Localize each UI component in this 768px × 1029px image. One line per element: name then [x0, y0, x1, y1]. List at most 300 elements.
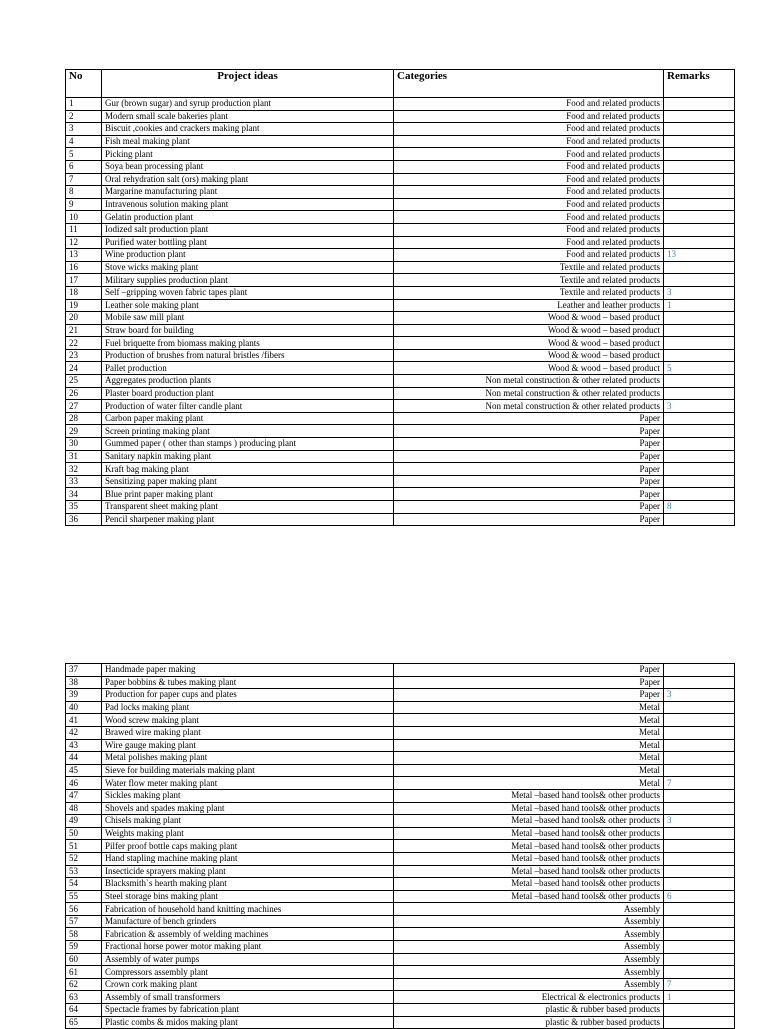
project-idea-cell: Sensitizing paper making plant	[102, 475, 394, 488]
remarks-cell	[664, 752, 735, 765]
category-cell: Paper	[394, 501, 664, 514]
category-cell: Paper	[394, 676, 664, 689]
category-cell: Assembly	[394, 928, 664, 941]
remarks-cell	[664, 714, 735, 727]
project-idea-cell: Screen printing making plant	[102, 425, 394, 438]
remarks-cell	[664, 387, 735, 400]
table-row	[66, 752, 735, 765]
table-row	[66, 123, 735, 136]
table-row	[66, 840, 735, 853]
project-idea-cell: Fabrication of household hand knitting machines	[102, 903, 394, 916]
remarks-cell: 7	[664, 978, 735, 991]
category-cell: Leather and leather products	[394, 299, 664, 312]
row-number-cell: 47	[66, 789, 102, 802]
row-number-cell: 65	[66, 1016, 102, 1029]
row-number-cell: 52	[66, 852, 102, 865]
category-cell: Metal	[394, 739, 664, 752]
table-row	[66, 815, 735, 828]
category-cell: Food and related products	[394, 123, 664, 136]
category-cell: Metal –based hand tools& other products	[394, 878, 664, 891]
table-row	[66, 375, 735, 388]
row-number-cell: 38	[66, 676, 102, 689]
category-cell: Assembly	[394, 966, 664, 979]
remarks-cell	[664, 941, 735, 954]
remarks-cell	[664, 802, 735, 815]
row-number-cell: 6	[66, 160, 102, 173]
project-idea-cell: Mobile saw mill plant	[102, 312, 394, 325]
table-row	[66, 475, 735, 488]
project-idea-cell: Modern small scale bakeries plant	[102, 110, 394, 123]
category-cell: Food and related products	[394, 236, 664, 249]
row-number-cell: 55	[66, 890, 102, 903]
category-cell: Wood & wood – based product	[394, 349, 664, 362]
remarks-cell	[664, 789, 735, 802]
table-row	[66, 966, 735, 979]
category-cell: Paper	[394, 488, 664, 501]
table-row	[66, 211, 735, 224]
project-idea-cell: Stove wicks making plant	[102, 261, 394, 274]
row-number-cell: 58	[66, 928, 102, 941]
project-idea-cell: Gummed paper ( other than stamps ) producing plant	[102, 438, 394, 451]
project-idea-cell: Straw board for building	[102, 324, 394, 337]
project-idea-cell: Oral rehydration salt (ors) making plant	[102, 173, 394, 186]
remarks-cell	[664, 878, 735, 891]
row-number-cell: 21	[66, 324, 102, 337]
table-row	[66, 337, 735, 350]
row-number-cell: 57	[66, 915, 102, 928]
table-row	[66, 186, 735, 199]
project-table-1	[65, 69, 735, 526]
project-idea-cell: Production for paper cups and plates	[102, 689, 394, 702]
project-idea-cell: Military supplies production plant	[102, 274, 394, 287]
project-idea-cell: Wood screw making plant	[102, 714, 394, 727]
project-idea-cell: Blue print paper making plant	[102, 488, 394, 501]
remarks-cell	[664, 966, 735, 979]
remarks-cell	[664, 337, 735, 350]
category-cell: Assembly	[394, 903, 664, 916]
category-cell: Food and related products	[394, 173, 664, 186]
row-number-cell: 9	[66, 198, 102, 211]
row-number-cell: 17	[66, 274, 102, 287]
row-number-cell: 39	[66, 689, 102, 702]
remarks-cell	[664, 953, 735, 966]
table-row	[66, 286, 735, 299]
row-number-cell: 63	[66, 991, 102, 1004]
remarks-cell	[664, 274, 735, 287]
category-cell: Textile and related products	[394, 274, 664, 287]
project-idea-cell: Steel storage bins making plant	[102, 890, 394, 903]
category-cell: Metal	[394, 726, 664, 739]
remarks-cell	[664, 928, 735, 941]
category-cell: Metal –based hand tools& other products	[394, 789, 664, 802]
remarks-cell	[664, 135, 735, 148]
project-idea-cell: Plastic combs & midos making plant	[102, 1016, 394, 1029]
remarks-cell	[664, 198, 735, 211]
table-row	[66, 236, 735, 249]
row-number-cell: 54	[66, 878, 102, 891]
table-row	[66, 903, 735, 916]
remarks-cell	[664, 186, 735, 199]
table-row	[66, 1016, 735, 1029]
remarks-cell	[664, 261, 735, 274]
table-row	[66, 198, 735, 211]
table-row	[66, 890, 735, 903]
category-cell: Paper	[394, 438, 664, 451]
row-number-cell: 30	[66, 438, 102, 451]
project-idea-cell: Sieve for building materials making plant	[102, 764, 394, 777]
project-idea-cell: Soya bean processing plant	[102, 160, 394, 173]
row-number-cell: 42	[66, 726, 102, 739]
category-cell: Wood & wood – based product	[394, 312, 664, 325]
remarks-cell: 13	[664, 249, 735, 262]
remarks-cell: 3	[664, 286, 735, 299]
row-number-cell: 46	[66, 777, 102, 790]
table-row	[66, 726, 735, 739]
header-remarks: Remarks	[664, 70, 735, 98]
category-cell: Food and related products	[394, 186, 664, 199]
table-row	[66, 463, 735, 476]
project-idea-cell: Gelatin production plant	[102, 211, 394, 224]
project-idea-cell: Water flow meter making plant	[102, 777, 394, 790]
row-number-cell: 34	[66, 488, 102, 501]
row-number-cell: 28	[66, 412, 102, 425]
category-cell: Wood & wood – based product	[394, 337, 664, 350]
category-cell: Metal	[394, 777, 664, 790]
project-idea-cell: Transparent sheet making plant	[102, 501, 394, 514]
category-cell: plastic & rubber based products	[394, 1016, 664, 1029]
category-cell: Metal –based hand tools& other products	[394, 865, 664, 878]
table-row	[66, 953, 735, 966]
table-row	[66, 400, 735, 413]
remarks-cell: 1	[664, 299, 735, 312]
row-number-cell: 37	[66, 664, 102, 677]
table-row	[66, 362, 735, 375]
table-row	[66, 676, 735, 689]
table-row	[66, 223, 735, 236]
remarks-cell	[664, 375, 735, 388]
remarks-cell	[664, 1016, 735, 1029]
table-row	[66, 148, 735, 161]
table-row	[66, 450, 735, 463]
remarks-cell	[664, 488, 735, 501]
category-cell: Food and related products	[394, 160, 664, 173]
table-row	[66, 387, 735, 400]
category-cell: Food and related products	[394, 110, 664, 123]
project-idea-cell: Kraft bag making plant	[102, 463, 394, 476]
project-idea-cell: Iodized salt production plant	[102, 223, 394, 236]
row-number-cell: 43	[66, 739, 102, 752]
project-idea-cell: Leather sole making plant	[102, 299, 394, 312]
category-cell: Paper	[394, 412, 664, 425]
row-number-cell: 45	[66, 764, 102, 777]
row-number-cell: 59	[66, 941, 102, 954]
row-number-cell: 24	[66, 362, 102, 375]
remarks-cell: 1	[664, 991, 735, 1004]
project-idea-cell: Plaster board production plant	[102, 387, 394, 400]
project-idea-cell: Fabrication & assembly of welding machines	[102, 928, 394, 941]
remarks-cell	[664, 438, 735, 451]
table-row	[66, 827, 735, 840]
remarks-cell: 3	[664, 815, 735, 828]
row-number-cell: 5	[66, 148, 102, 161]
row-number-cell: 13	[66, 249, 102, 262]
table-body-2	[66, 664, 735, 1029]
project-idea-cell: Biscuit ,cookies and crackers making plant	[102, 123, 394, 136]
project-idea-cell: Weights making plant	[102, 827, 394, 840]
category-cell: Paper	[394, 513, 664, 526]
remarks-cell	[664, 148, 735, 161]
row-number-cell: 51	[66, 840, 102, 853]
row-number-cell: 11	[66, 223, 102, 236]
row-number-cell: 31	[66, 450, 102, 463]
row-number-cell: 62	[66, 978, 102, 991]
remarks-cell: 6	[664, 890, 735, 903]
table-row	[66, 739, 735, 752]
table-row	[66, 312, 735, 325]
project-idea-cell: Chisels making plant	[102, 815, 394, 828]
category-cell: Paper	[394, 450, 664, 463]
row-number-cell: 35	[66, 501, 102, 514]
table-row	[66, 664, 735, 677]
row-number-cell: 23	[66, 349, 102, 362]
remarks-cell	[664, 123, 735, 136]
category-cell: Paper	[394, 664, 664, 677]
project-table-2	[65, 663, 735, 1029]
row-number-cell: 4	[66, 135, 102, 148]
table-row	[66, 865, 735, 878]
category-cell: Textile and related products	[394, 286, 664, 299]
row-number-cell: 48	[66, 802, 102, 815]
remarks-cell	[664, 701, 735, 714]
project-idea-cell: Spectacle frames by fabrication plant	[102, 1004, 394, 1017]
table-row	[66, 852, 735, 865]
table-row	[66, 160, 735, 173]
row-number-cell: 8	[66, 186, 102, 199]
remarks-cell	[664, 676, 735, 689]
category-cell: Electrical & electronics products	[394, 991, 664, 1004]
category-cell: Metal	[394, 752, 664, 765]
row-number-cell: 12	[66, 236, 102, 249]
row-number-cell: 64	[66, 1004, 102, 1017]
category-cell: Metal –based hand tools& other products	[394, 890, 664, 903]
table-row	[66, 110, 735, 123]
project-idea-cell: Aggregates production plants	[102, 375, 394, 388]
table-header-row	[66, 70, 735, 98]
table-row	[66, 941, 735, 954]
remarks-cell: 8	[664, 501, 735, 514]
remarks-cell	[664, 312, 735, 325]
row-number-cell: 26	[66, 387, 102, 400]
table-row	[66, 412, 735, 425]
table-row	[66, 978, 735, 991]
category-cell: Metal –based hand tools& other products	[394, 827, 664, 840]
project-idea-cell: Manufacture of bench grinders	[102, 915, 394, 928]
category-cell: Wood & wood – based product	[394, 324, 664, 337]
project-idea-cell: Insecticide sprayers making plant	[102, 865, 394, 878]
project-idea-cell: Production of water filter candle plant	[102, 400, 394, 413]
header-project-ideas: Project ideas	[102, 70, 394, 98]
table-row	[66, 689, 735, 702]
project-idea-cell: Purified water bottling plant	[102, 236, 394, 249]
remarks-cell: 5	[664, 362, 735, 375]
project-idea-cell: Metal polishes making plant	[102, 752, 394, 765]
remarks-cell	[664, 739, 735, 752]
table-row	[66, 438, 735, 451]
remarks-cell	[664, 475, 735, 488]
remarks-cell: 7	[664, 777, 735, 790]
row-number-cell: 7	[66, 173, 102, 186]
category-cell: Metal	[394, 714, 664, 727]
header-no: No	[66, 70, 102, 98]
remarks-cell	[664, 98, 735, 111]
table-row	[66, 789, 735, 802]
category-cell: Food and related products	[394, 211, 664, 224]
table-row	[66, 714, 735, 727]
table-row	[66, 991, 735, 1004]
table-row	[66, 915, 735, 928]
category-cell: Assembly	[394, 915, 664, 928]
table-row	[66, 1004, 735, 1017]
remarks-cell: 3	[664, 689, 735, 702]
row-number-cell: 1	[66, 98, 102, 111]
category-cell: Paper	[394, 463, 664, 476]
table-row	[66, 425, 735, 438]
row-number-cell: 44	[66, 752, 102, 765]
category-cell: Metal	[394, 764, 664, 777]
category-cell: Metal –based hand tools& other products	[394, 802, 664, 815]
row-number-cell: 18	[66, 286, 102, 299]
category-cell: Paper	[394, 425, 664, 438]
project-idea-cell: Crown cork making plant	[102, 978, 394, 991]
row-number-cell: 29	[66, 425, 102, 438]
table-row	[66, 349, 735, 362]
remarks-cell	[664, 110, 735, 123]
project-idea-cell: Assembly of water pumps	[102, 953, 394, 966]
project-idea-cell: Blacksmith`s hearth making plant	[102, 878, 394, 891]
category-cell: Food and related products	[394, 148, 664, 161]
category-cell: plastic & rubber based products	[394, 1004, 664, 1017]
table-row	[66, 261, 735, 274]
row-number-cell: 36	[66, 513, 102, 526]
row-number-cell: 33	[66, 475, 102, 488]
row-number-cell: 20	[66, 312, 102, 325]
row-number-cell: 32	[66, 463, 102, 476]
table-row	[66, 324, 735, 337]
row-number-cell: 50	[66, 827, 102, 840]
category-cell: Textile and related products	[394, 261, 664, 274]
remarks-cell	[664, 852, 735, 865]
remarks-cell	[664, 160, 735, 173]
remarks-cell	[664, 726, 735, 739]
table-row	[66, 299, 735, 312]
row-number-cell: 61	[66, 966, 102, 979]
table-row	[66, 135, 735, 148]
remarks-cell	[664, 1004, 735, 1017]
row-number-cell: 40	[66, 701, 102, 714]
row-number-cell: 16	[66, 261, 102, 274]
row-number-cell: 3	[66, 123, 102, 136]
remarks-cell	[664, 223, 735, 236]
project-idea-cell: Fish meal making plant	[102, 135, 394, 148]
project-idea-cell: Margarine manufacturing plant	[102, 186, 394, 199]
project-idea-cell: Sanitary napkin making plant	[102, 450, 394, 463]
category-cell: Paper	[394, 689, 664, 702]
row-number-cell: 27	[66, 400, 102, 413]
table-row	[66, 98, 735, 111]
project-idea-cell: Pilfer proof bottle caps making plant	[102, 840, 394, 853]
row-number-cell: 2	[66, 110, 102, 123]
row-number-cell: 60	[66, 953, 102, 966]
table-row	[66, 878, 735, 891]
row-number-cell: 22	[66, 337, 102, 350]
project-idea-cell: Gur (brown sugar) and syrup production plant	[102, 98, 394, 111]
remarks-cell	[664, 903, 735, 916]
table-row	[66, 249, 735, 262]
project-idea-cell: Self –gripping woven fabric tapes plant	[102, 286, 394, 299]
row-number-cell: 53	[66, 865, 102, 878]
category-cell: Food and related products	[394, 98, 664, 111]
remarks-cell	[664, 865, 735, 878]
category-cell: Non metal construction & other related products	[394, 400, 664, 413]
remarks-cell	[664, 324, 735, 337]
remarks-cell	[664, 463, 735, 476]
row-number-cell: 56	[66, 903, 102, 916]
table-row	[66, 513, 735, 526]
project-idea-cell: Fuel briquette from biomass making plants	[102, 337, 394, 350]
remarks-cell	[664, 764, 735, 777]
project-idea-cell: Handmade paper making	[102, 664, 394, 677]
project-idea-cell: Pencil sharpener making plant	[102, 513, 394, 526]
remarks-cell	[664, 412, 735, 425]
category-cell: Food and related products	[394, 198, 664, 211]
category-cell: Assembly	[394, 941, 664, 954]
row-number-cell: 49	[66, 815, 102, 828]
category-cell: Paper	[394, 475, 664, 488]
header-categories: Categories	[394, 70, 664, 98]
project-idea-cell: Intravenous solution making plant	[102, 198, 394, 211]
row-number-cell: 41	[66, 714, 102, 727]
remarks-cell	[664, 827, 735, 840]
category-cell: Food and related products	[394, 223, 664, 236]
remarks-cell	[664, 450, 735, 463]
remarks-cell	[664, 840, 735, 853]
row-number-cell: 19	[66, 299, 102, 312]
project-idea-cell: Pallet production	[102, 362, 394, 375]
row-number-cell: 10	[66, 211, 102, 224]
table-row	[66, 501, 735, 514]
project-idea-cell: Assembly of small transformers	[102, 991, 394, 1004]
project-idea-cell: Compressors assembly plant	[102, 966, 394, 979]
project-idea-cell: Wine production plant	[102, 249, 394, 262]
category-cell: Wood & wood – based product	[394, 362, 664, 375]
remarks-cell	[664, 236, 735, 249]
remarks-cell	[664, 513, 735, 526]
project-idea-cell: Paper bobbins & tubes making plant	[102, 676, 394, 689]
project-idea-cell: Production of brushes from natural bristles /fibers	[102, 349, 394, 362]
project-idea-cell: Fractional horse power motor making plant	[102, 941, 394, 954]
category-cell: Metal –based hand tools& other products	[394, 815, 664, 828]
project-idea-cell: Sickles making plant	[102, 789, 394, 802]
table-row	[66, 274, 735, 287]
remarks-cell: 3	[664, 400, 735, 413]
category-cell: Metal –based hand tools& other products	[394, 840, 664, 853]
project-idea-cell: Carbon paper making plant	[102, 412, 394, 425]
category-cell: Food and related products	[394, 249, 664, 262]
table-row	[66, 764, 735, 777]
table-row	[66, 488, 735, 501]
category-cell: Metal –based hand tools& other products	[394, 852, 664, 865]
category-cell: Assembly	[394, 978, 664, 991]
